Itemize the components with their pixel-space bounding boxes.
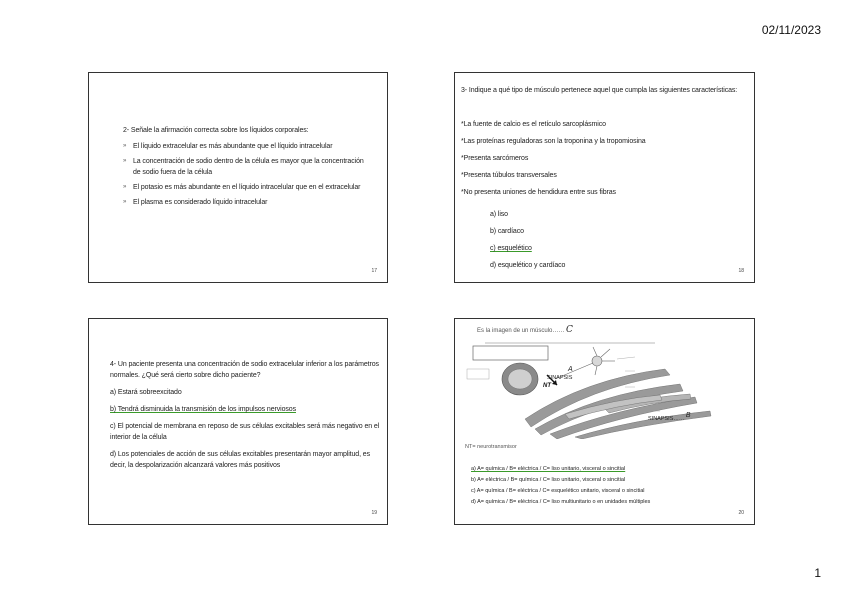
slide-18-features bbox=[461, 119, 746, 204]
option-item: » El líquido extracelular es más abundante que el líquido intracelular bbox=[123, 141, 373, 152]
slide-17-question: 2- Señale la afirmación correcta sobre los líquidos corporales: bbox=[123, 127, 309, 134]
smooth-muscle-diagram bbox=[465, 339, 747, 439]
option-item: » La concentración de sodio dentro de la célula es mayor que la concentración de sodio fuera de la célula bbox=[123, 156, 373, 178]
option-item: d) Los potenciales de acción de sus células excitables presentarán mayor amplitud, es decir, la despolarización alcanzará valores más positivos bbox=[110, 451, 370, 469]
slide-20-options bbox=[471, 465, 751, 509]
slide-20 bbox=[454, 318, 755, 525]
option-item: c) A= química / B= eléctrica / C= esquelético unitario, visceral o sincitial bbox=[471, 488, 645, 494]
option-item: c) El potencial de membrana en reposo de sus células excitables será más negativo en el interior de la célula bbox=[110, 423, 380, 441]
nt-note: NT= neurotransmisor bbox=[465, 444, 517, 450]
nt-label: NT bbox=[543, 383, 551, 389]
option-item: d) esquelético y cardíaco bbox=[490, 262, 566, 269]
image-title: Es la imagen de un músculo…… C bbox=[477, 325, 573, 335]
option-item: a) liso bbox=[490, 211, 508, 218]
option-item: » El plasma es considerado líquido intracelular bbox=[123, 197, 373, 208]
feature-item: *Presenta sarcómeros bbox=[461, 155, 529, 162]
slide-19-content bbox=[110, 359, 380, 477]
option-item-correct: a) A= química / B= eléctrica / C= liso unitario, visceral o sincitial bbox=[471, 466, 626, 472]
synapse-label-a: SINAPSIS bbox=[547, 375, 573, 381]
option-item-correct: b) Tendrá disminuida la transmisión de los impulsos nerviosos bbox=[110, 406, 296, 413]
slide-number: 18 bbox=[738, 268, 744, 274]
option-item: b) A= eléctrica / B= química / C= liso unitario, visceral o sincitial bbox=[471, 477, 626, 483]
slide-17 bbox=[88, 72, 388, 283]
slide-19 bbox=[88, 318, 388, 525]
slide-number: 19 bbox=[371, 510, 377, 516]
slide-number: 17 bbox=[371, 268, 377, 274]
slide-17-options bbox=[123, 141, 373, 212]
option-item: » El potasio es más abundante en el líquido intracelular que en el extracelular bbox=[123, 182, 373, 193]
slide-18 bbox=[454, 72, 755, 283]
feature-item: *La fuente de calcio es el retículo sarcoplásmico bbox=[461, 121, 606, 128]
small-label-box bbox=[467, 369, 489, 379]
feature-item: *Las proteínas reguladoras son la troponina y la tropomiosina bbox=[461, 138, 646, 145]
slide-18-question: 3- Indique a qué tipo de músculo pertenece aquel que cumpla las siguientes características: bbox=[461, 87, 738, 94]
synapse-label-b: SINAPSIS…… B bbox=[648, 412, 691, 422]
blank-label-box bbox=[473, 346, 548, 360]
slide-number: 20 bbox=[738, 510, 744, 516]
feature-item: *Presenta túbulos transversales bbox=[461, 172, 557, 179]
slide-18-options bbox=[490, 209, 690, 277]
print-date: 02/11/2023 bbox=[761, 23, 821, 37]
option-item: a) Estará sobreexcitado bbox=[110, 389, 182, 396]
handwritten-a: A bbox=[568, 366, 573, 373]
option-item: d) A= química / B= eléctrica / C= liso multiunitario o en unidades múltiples bbox=[471, 499, 651, 505]
option-item-correct: c) esquelético bbox=[490, 245, 532, 252]
slide-19-question: 4- Un paciente presenta una concentración de sodio extracelular inferior a los parámetros normales. ¿Qué será cierto sobre dicho paciente? bbox=[110, 361, 379, 379]
feature-item: *No presenta uniones de hendidura entre sus fibras bbox=[461, 189, 616, 196]
page-number: 1 bbox=[814, 566, 821, 580]
option-item: b) cardíaco bbox=[490, 228, 524, 235]
